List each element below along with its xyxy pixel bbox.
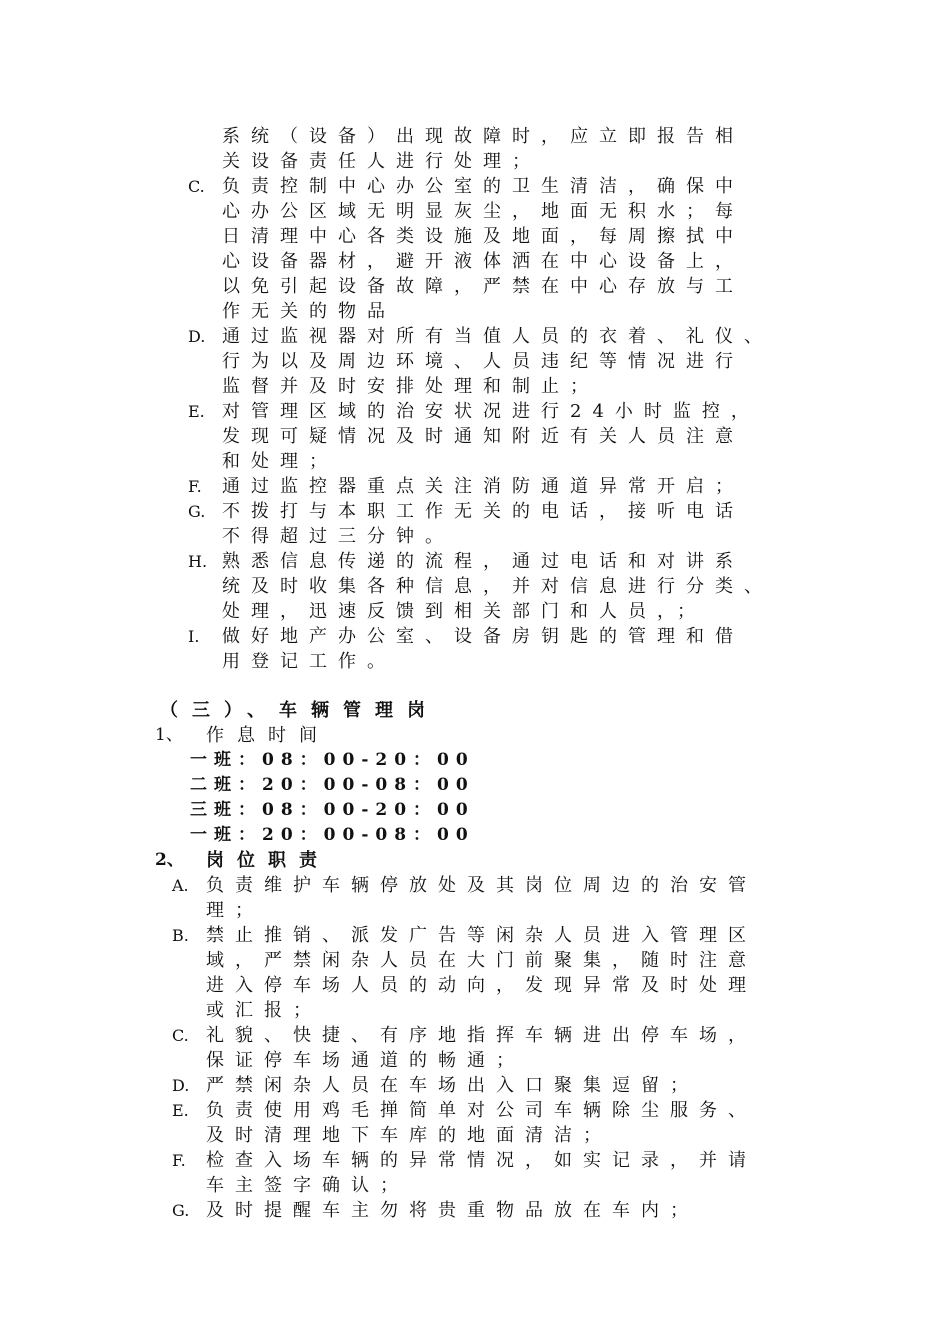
item-label-e: E. xyxy=(188,402,205,421)
duty-line: 检查入场车辆的异常情况，如实记录，并请 xyxy=(206,1150,757,1171)
duty-line: 熟悉信息传递的流程，通过电话和对讲系 xyxy=(222,551,744,572)
duty-line: 车主签字确认； xyxy=(206,1175,409,1196)
item-label-e: E. xyxy=(172,1101,189,1120)
item-label-b: B. xyxy=(172,926,189,945)
duty-line: 理； xyxy=(206,900,264,921)
duty-line: 系统（设备）出现故障时，应立即报告相 xyxy=(222,126,744,147)
duty-line: 禁止推销、派发广告等闲杂人员进入管理区 xyxy=(206,925,757,946)
duty-line: 关设备责任人进行处理； xyxy=(222,151,541,172)
item-label-c: C. xyxy=(188,177,205,196)
item-label-f: F. xyxy=(188,477,202,496)
subsection-title: 作息时间 xyxy=(206,725,330,746)
item-label-f: F. xyxy=(172,1151,186,1170)
duty-line: 作无关的物品 xyxy=(222,301,396,322)
duty-line: 统及时收集各种信息，并对信息进行分类、 xyxy=(222,576,773,597)
item-label-a: A. xyxy=(172,876,189,895)
shift-row: 三班：08：00-20：00 xyxy=(190,800,475,820)
duty-line: 域，严禁闲杂人员在大门前聚集，随时注意 xyxy=(206,950,757,971)
duty-line: 监督并及时安排处理和制止； xyxy=(222,376,599,397)
duty-line: 通过监控器重点关注消防通道异常开启； xyxy=(222,476,744,497)
item-label-g: G. xyxy=(172,1201,190,1220)
duty-line: 礼貌、快捷、有序地指挥车辆进出停车场， xyxy=(206,1025,757,1046)
duty-line: 及时提醒车主勿将贵重物品放在车内； xyxy=(206,1200,699,1221)
section-heading: （三）、车辆管理岗 xyxy=(160,700,439,721)
duty-line: 心设备器材，避开液体洒在中心设备上， xyxy=(222,251,744,272)
duty-line: 进入停车场人员的动向，发现异常及时处理 xyxy=(206,975,757,996)
item-label-h: H. xyxy=(188,552,208,571)
duty-line: 以免引起设备故障，严禁在中心存放与工 xyxy=(222,276,744,297)
duty-line: 行为以及周边环境、人员违纪等情况进行 xyxy=(222,351,744,372)
duty-line: 保证停车场通道的畅通； xyxy=(206,1050,525,1071)
duty-line: 心办公区域无明显灰尘，地面无积水；每 xyxy=(222,201,744,222)
duty-line: 不拨打与本职工作无关的电话，接听电话 xyxy=(222,501,744,522)
duty-line: 严禁闲杂人员在车场出入口聚集逗留； xyxy=(206,1075,699,1096)
duty-line: 通过监视器对所有当值人员的衣着、礼仪、 xyxy=(222,326,773,347)
duty-line: 及时清理地下车库的地面清洁； xyxy=(206,1125,612,1146)
duty-line: 不得超过三分钟。 xyxy=(222,526,454,547)
subsection-number: 2、 xyxy=(155,850,184,870)
shift-row: 一班：08：00-20：00 xyxy=(190,750,475,770)
duty-line: 负责使用鸡毛掸简单对公司车辆除尘服务、 xyxy=(206,1100,757,1121)
item-label-d: D. xyxy=(188,327,206,346)
duty-line: 对管理区域的治安状况进行24小时监控， xyxy=(222,401,760,422)
shift-row: 二班：20：00-08：00 xyxy=(190,775,475,795)
duty-line: 处理，迅速反馈到相关部门和人员，； xyxy=(222,601,706,622)
duty-line: 或汇报； xyxy=(206,1000,322,1021)
duty-line: 发现可疑情况及时通知附近有关人员注意 xyxy=(222,426,744,447)
subsection-title: 岗位职责 xyxy=(206,850,330,871)
duty-line: 和处理； xyxy=(222,451,338,472)
duty-line: 做好地产办公室、设备房钥匙的管理和借 xyxy=(222,626,744,647)
duty-line: 日清理中心各类设施及地面，每周擦拭中 xyxy=(222,226,744,247)
item-label-c: C. xyxy=(172,1026,189,1045)
item-label-g: G. xyxy=(188,502,206,521)
item-label-d: D. xyxy=(172,1076,190,1095)
duty-line: 负责维护车辆停放处及其岗位周边的治安管 xyxy=(206,875,757,896)
shift-row: 一班：20：00-08：00 xyxy=(190,825,475,845)
duty-line: 负责控制中心办公室的卫生清洁，确保中 xyxy=(222,176,744,197)
duty-line: 用登记工作。 xyxy=(222,651,396,672)
subsection-number: 1、 xyxy=(155,725,183,745)
item-label-i: I. xyxy=(188,627,200,646)
